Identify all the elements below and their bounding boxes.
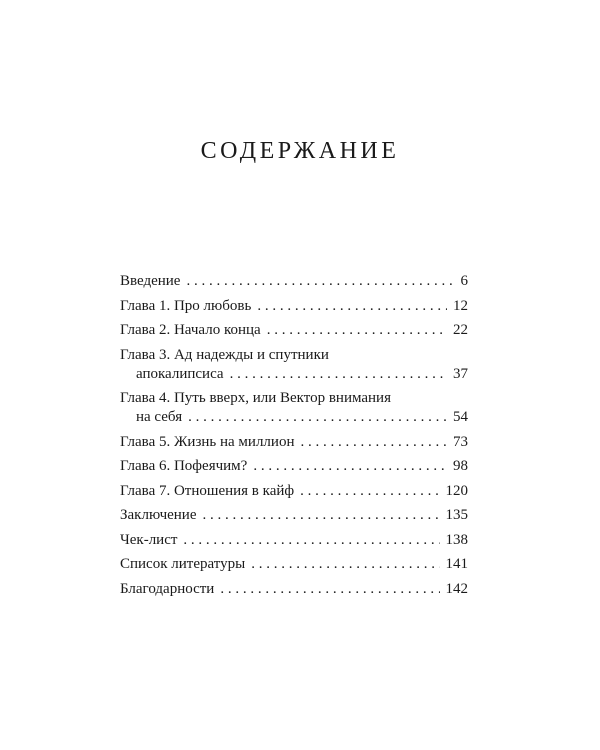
- toc-page-number: 98: [453, 458, 468, 474]
- dot-leader: [300, 433, 447, 452]
- toc-entry-acknowledgements: [120, 580, 468, 605]
- dot-leader: [251, 555, 439, 574]
- toc-entry-label: Глава 7. Отношения в кайф: [120, 482, 295, 499]
- toc-page-number: 22: [453, 322, 468, 338]
- toc-page-number: 142: [445, 580, 468, 597]
- toc-entry-chapter-4-continuation: [120, 408, 468, 433]
- dot-leader: [300, 482, 439, 501]
- toc-entry-label: Глава 1. Про любовь: [120, 297, 252, 314]
- toc-entry-bibliography: [120, 555, 468, 580]
- dot-leader: [253, 457, 447, 476]
- toc-entry-label: на себя: [136, 409, 183, 425]
- toc-entry-label: Введение: [120, 273, 181, 289]
- dot-leader: [183, 531, 439, 550]
- toc-entry-label: Глава 3. Ад надежды и спутники: [120, 346, 329, 363]
- toc-page-number: 54: [453, 409, 468, 425]
- toc-list: [120, 272, 468, 604]
- toc-page-number: 12: [453, 297, 468, 314]
- toc-page-number: 120: [445, 482, 468, 499]
- toc-entry-chapter-3-continuation: [120, 365, 468, 390]
- dot-leader: [188, 408, 447, 427]
- toc-entry-label: Чек-лист: [120, 531, 178, 548]
- toc-page-number: 141: [445, 556, 468, 572]
- dot-leader: [186, 272, 454, 291]
- toc-entry-chapter-1: [120, 297, 468, 322]
- toc-entry-label: Глава 5. Жизнь на миллион: [120, 433, 295, 450]
- toc-entry-chapter-5: [120, 433, 468, 458]
- toc-page-number: 6: [460, 273, 468, 289]
- toc-entry-chapter-2: [120, 321, 468, 346]
- toc-entry-label: Глава 6. Пофеячим?: [120, 458, 248, 474]
- toc-entry-label: Глава 4. Путь вверх, или Вектор внимания: [120, 390, 391, 406]
- toc-entry-label: Заключение: [120, 507, 197, 523]
- toc-page-number: 73: [453, 433, 468, 450]
- toc-entry-introduction: [120, 272, 468, 297]
- dot-leader: [257, 297, 447, 316]
- toc-entry-chapter-3: [120, 346, 468, 365]
- dot-leader: [220, 580, 439, 599]
- dot-leader: [230, 365, 447, 384]
- toc-entry-conclusion: [120, 506, 468, 531]
- toc-entry-label: Благодарности: [120, 580, 215, 597]
- toc-page-number: 37: [453, 365, 468, 382]
- toc-title: СОДЕРЖАНИЕ: [200, 138, 400, 164]
- toc-page-number: 135: [445, 507, 468, 523]
- toc-entry-checklist: [120, 531, 468, 556]
- toc-entry-label: Список литературы: [120, 556, 246, 572]
- toc-entry-label: Глава 2. Начало конца: [120, 322, 261, 338]
- dot-leader: [267, 321, 447, 340]
- toc-entry-chapter-4: [120, 389, 468, 408]
- toc-entry-chapter-7: [120, 482, 468, 507]
- toc-page-number: 138: [445, 531, 468, 548]
- toc-entry-label: апокалипсиса: [136, 365, 224, 382]
- toc-entry-chapter-6: [120, 457, 468, 482]
- dot-leader: [203, 506, 440, 525]
